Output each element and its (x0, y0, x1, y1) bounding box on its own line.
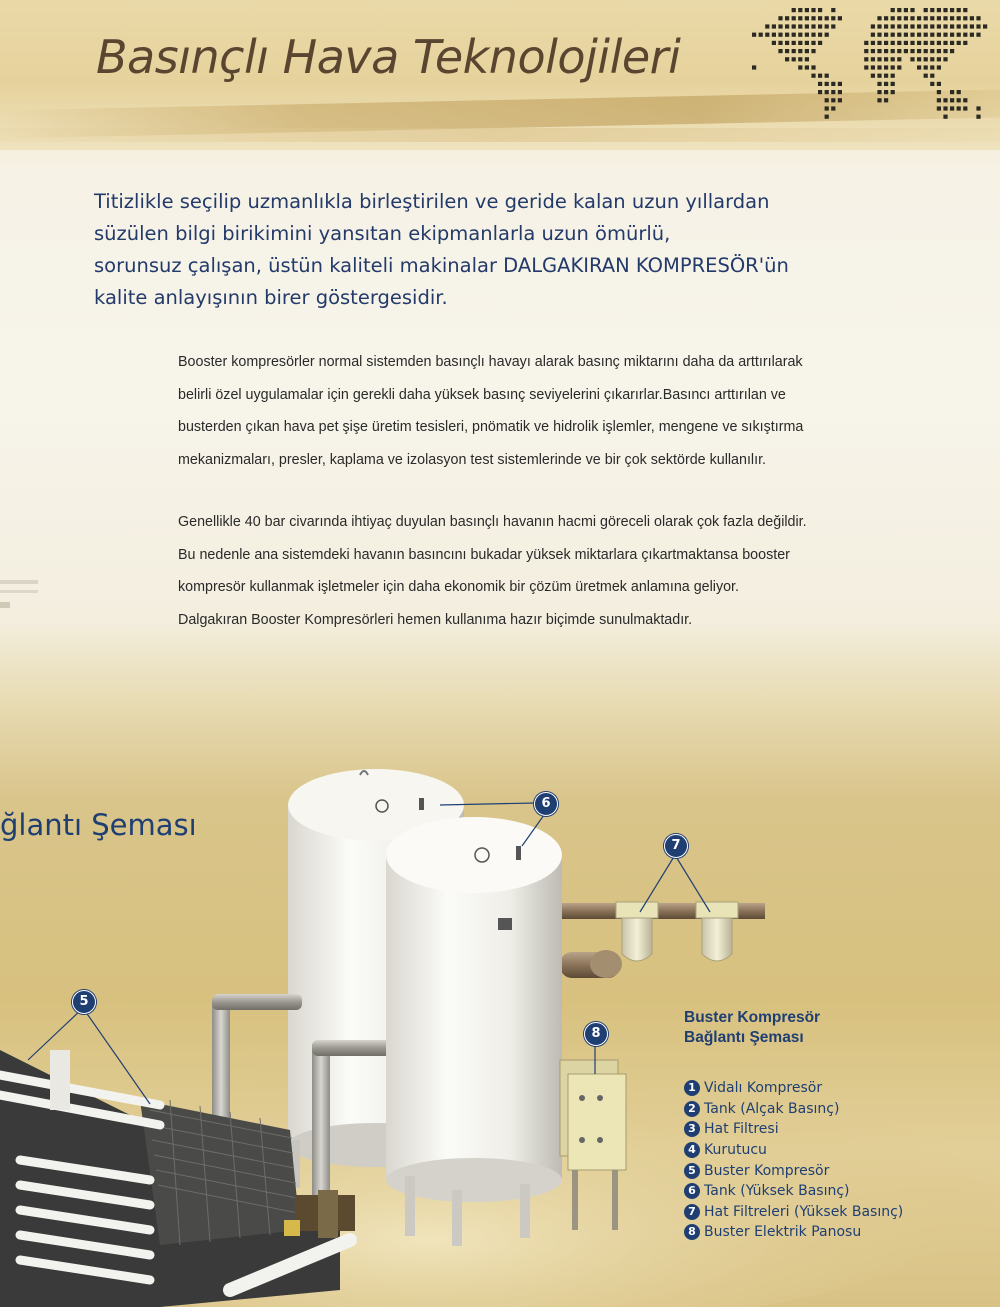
legend-label: Buster Elektrik Panosu (704, 1224, 862, 1241)
legend-title-line2: Bağlantı Şeması (684, 1029, 804, 1046)
decorative-bars (0, 560, 40, 620)
body-line: kompresör kullanmak işletmeler için daha ekonomik bir çözüm üretmek anlamına geliyor. (178, 579, 739, 595)
callout-8: 8 (584, 1022, 608, 1046)
body-line: Booster kompresörler normal sistemden basınçlı havayı alarak basınç miktarını daha da arttırılarak (178, 354, 803, 370)
callout-6: 6 (534, 792, 558, 816)
legend-label: Buster Kompresör (704, 1162, 830, 1179)
intro-line: sorunsuz çalışan, üstün kaliteli makinalar DALGAKIRAN KOMPRESÖR'ün (94, 254, 789, 277)
body-line: Genellikle 40 bar civarında ihtiyaç duyulan basınçlı havanın hacmi göreceli olarak çok fazla değildir. (178, 514, 807, 530)
legend-label: Vidalı Kompresör (704, 1080, 823, 1097)
legend-number-badge: 7 (684, 1204, 700, 1220)
legend-number-badge: 1 (684, 1080, 700, 1096)
callout-7: 7 (664, 834, 688, 858)
legend-item (684, 1078, 994, 1099)
legend-number-badge: 4 (684, 1142, 700, 1158)
intro-line: kalite anlayışının birer göstergesidir. (94, 286, 448, 309)
body-line: busterden çıkan hava pet şişe üretim tesisleri, pnömatik ve hidrolik işlemler, mengene ve sıkıştırma (178, 419, 804, 435)
page-title: Basınçlı Hava Teknolojileri (96, 30, 681, 84)
legend-title-line1: Buster Kompresör (684, 1009, 821, 1026)
legend-item (684, 1140, 994, 1161)
body-paragraph-1 (178, 346, 878, 476)
diagram-legend (684, 1008, 994, 1243)
header-stripe-light (0, 128, 1000, 142)
legend-label: Tank (Alçak Basınç) (704, 1100, 840, 1117)
legend-number-badge: 2 (684, 1101, 700, 1117)
intro-line: süzülen bilgi birikimini yansıtan ekipmanlarla uzun ömürlü, (94, 222, 671, 245)
body-line: Bu nedenle ana sistemdeki havanın basıncını bukadar yüksek miktarlara çıkartmaktansa booster (178, 546, 790, 563)
world-map-dots-graphic (752, 6, 992, 124)
legend-number-badge: 5 (684, 1163, 700, 1179)
tank-high-pressure (386, 817, 562, 1246)
callout-5: 5 (72, 990, 96, 1014)
legend-number-badge: 6 (684, 1183, 700, 1199)
legend-item (684, 1119, 994, 1140)
legend-label: Kurutucu (704, 1142, 767, 1159)
section-title: ğlantı Şeması (0, 808, 197, 842)
intro-line: Titizlikle seçilip uzmanlıkla birleştirilen ve geride kalan uzun yıllardan (94, 190, 770, 213)
legend-number-badge: 8 (684, 1224, 700, 1240)
legend-number-badge: 3 (684, 1121, 700, 1137)
legend-item (684, 1202, 994, 1223)
legend-label: Hat Filtresi (704, 1121, 779, 1138)
legend-item (684, 1181, 994, 1202)
legend-item (684, 1160, 994, 1181)
legend-item (684, 1222, 994, 1243)
legend-label: Tank (Yüksek Basınç) (704, 1183, 850, 1200)
body-paragraph-2 (178, 506, 878, 636)
intro-text (94, 186, 814, 314)
legend-item (684, 1099, 994, 1120)
body-line: mekanizmaları, presler, kaplama ve izolasyon test sistemlerinde ve bir çok sektörde kullanılır. (178, 451, 767, 468)
body-line: Dalgakıran Booster Kompresörleri hemen kullanıma hazır biçimde sunulmaktadır. (178, 611, 693, 628)
legend-label: Hat Filtreleri (Yüksek Basınç) (704, 1203, 904, 1220)
legend-list (684, 1078, 994, 1243)
body-line: belirli özel uygulamalar için gerekli daha yüksek basınç seviyelerini çıkarırlar.Basıncı arttırılan ve (178, 386, 786, 403)
